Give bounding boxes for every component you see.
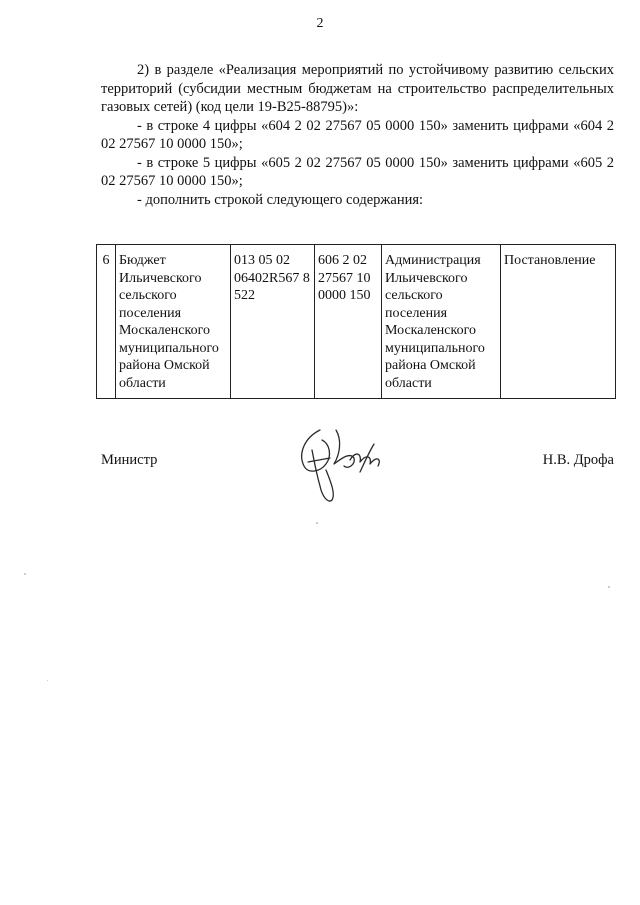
document-body <box>101 61 614 209</box>
signer-name: Н.В. Дрофа <box>542 452 614 468</box>
paragraph-section: 2) в разделе «Реализация мероприятий по устойчивому развитию сельских территорий (субсидии местным бюджетам на строительство распределительных газовых сетей) (код цели 19-В25-88795)»: <box>101 62 614 115</box>
budget-cell: Бюджет Ильичевского сельского поселения Москаленского муниципального района Омской области <box>116 245 231 399</box>
scan-speck <box>316 522 318 524</box>
paragraph-row-5: - в строке 5 цифры «605 2 02 27567 05 0000 150» заменить цифрами «605 2 02 27567 10 0000 150»; <box>101 154 614 189</box>
inserted-row-table <box>96 244 616 399</box>
row-number-cell: 6 <box>97 245 116 399</box>
admin-cell: Администрация Ильичевского сельского поселения Москаленского муниципального района Омской области <box>382 245 501 399</box>
code1-cell: 013 05 02 06402R567 8 522 <box>231 245 315 399</box>
table-row <box>97 245 616 399</box>
code2-cell: 606 2 02 27567 10 0000 150 <box>315 245 382 399</box>
page-number: 2 <box>316 16 324 31</box>
signature-icon <box>290 420 390 510</box>
paragraph-add-row: - дополнить строкой следующего содержания: <box>137 191 424 208</box>
scan-speck <box>24 573 26 575</box>
scan-speck <box>608 586 610 588</box>
signer-title: Министр <box>101 452 158 468</box>
paragraph-row-4: - в строке 4 цифры «604 2 02 27567 05 0000 150» заменить цифрами «604 2 02 27567 10 0000 150»; <box>101 117 614 152</box>
doc-type-cell: Постановление <box>501 245 616 399</box>
scan-speck <box>47 680 48 681</box>
